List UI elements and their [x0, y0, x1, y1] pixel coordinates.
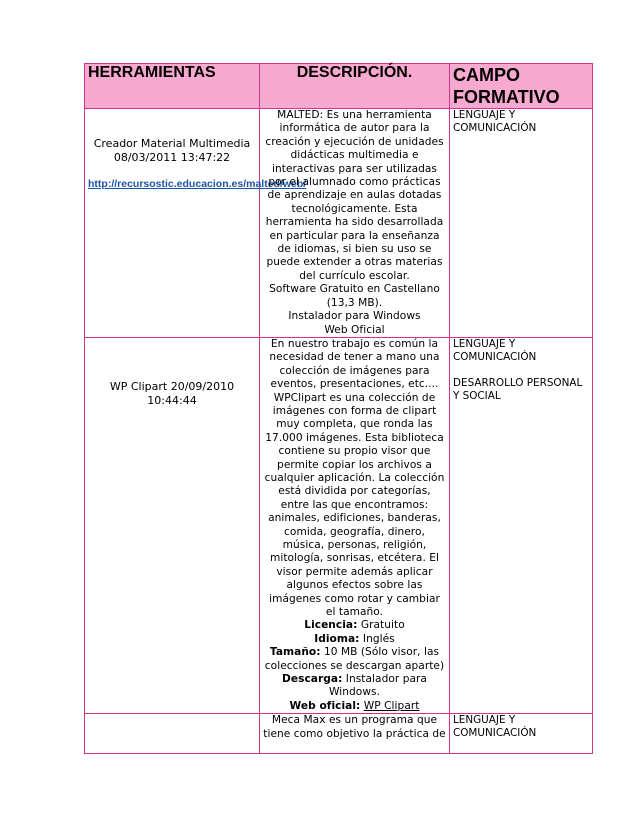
official-web-link[interactable]: WP Clipart: [363, 699, 420, 712]
detail-language: [263, 633, 446, 646]
field-item: DESARROLLO PERSONAL Y SOCIAL: [453, 376, 583, 402]
table-row: [85, 109, 593, 338]
detail-value: 10 MB (Sólo visor, las colecciones se descargan aparte): [264, 646, 445, 672]
field-item: LENGUAJE Y COMUNICACIÓN: [453, 109, 537, 134]
description-software: Software Gratuito en Castellano (13,3 MB).: [269, 283, 440, 309]
field-cell: [450, 109, 593, 338]
detail-web: [263, 700, 446, 713]
field-cell: [450, 714, 593, 754]
table-row: [85, 714, 593, 754]
tool-link[interactable]: http://recursostic.educacion.es/malted/web/: [88, 178, 307, 190]
detail-license: [263, 619, 446, 632]
description-text: MALTED: Es una herramienta informática de autor para la creación y ejecución de unidades didácticas multimedia e interactivas para ser utilizadas por el alumnado como prácticas de aprendizaje en aulas dotadas tecnológicamente. Esta herramienta ha sido desarrollada en particular para la enseñanza de idiomas, si bien su uso se puede extender a otras materias del currículo escolar.: [265, 109, 444, 282]
detail-value: Instalador para Windows.: [328, 673, 427, 699]
table-row: [85, 337, 593, 713]
description-cell: [260, 714, 450, 754]
description-cell: [260, 337, 450, 713]
detail-label: Descarga:: [282, 673, 343, 686]
field-cell: [450, 337, 593, 713]
field-item: LENGUAJE Y COMUNICACIÓN: [453, 714, 537, 740]
tool-cell: [85, 337, 260, 713]
detail-value: Gratuito: [360, 619, 405, 632]
header-campo-formativo: CAMPO FORMATIVO: [450, 64, 593, 109]
detail-size: [263, 646, 446, 673]
resource-table: [84, 63, 593, 754]
description-cell: [260, 109, 450, 338]
detail-download: [263, 673, 446, 700]
description-text: En nuestro trabajo es común la necesidad de tener a mano una colección de imágenes para eventos, presentaciones, etc.... WPClipart es una colección de imágenes con forma de clipart muy completa, que ronda las 17.000 imágenes. Esta biblioteca contiene su propio visor que permite copiar los archivos a cualquier aplicación. La colección está dividida por categorías, entre las que encontramos: animales, edificiones, banderas, comida, geografía, dinero, música, personas, religión, mitología, sonrisas, etcétera. El visor permite además aplicar algunos efectos sobre las imágenes como rotar y cambiar el tamaño.: [264, 337, 445, 619]
description-text: Meca Max es un programa que tiene como objetivo la práctica de: [263, 714, 446, 740]
header-descripcion: DESCRIPCIÓN.: [260, 64, 450, 109]
header-herramientas: HERRAMIENTAS: [85, 64, 260, 109]
field-item: LENGUAJE Y COMUNICACIÓN: [453, 337, 537, 363]
tool-cell: [85, 109, 307, 338]
header-row: [85, 64, 593, 109]
tool-cell: [85, 714, 260, 754]
detail-label: Idioma:: [314, 632, 360, 645]
detail-value: Inglés: [362, 632, 395, 645]
description-installer: Instalador para Windows: [288, 310, 421, 323]
detail-label: Tamaño:: [269, 646, 321, 659]
description-web: Web Oficial: [324, 323, 385, 336]
detail-label: Licencia:: [304, 619, 358, 632]
tool-name: Creador Material Multimedia 08/03/2011 13:47:22: [93, 137, 251, 164]
tool-name: WP Clipart 20/09/2010 10:44:44: [109, 379, 235, 407]
detail-label: Web oficial:: [289, 699, 361, 712]
